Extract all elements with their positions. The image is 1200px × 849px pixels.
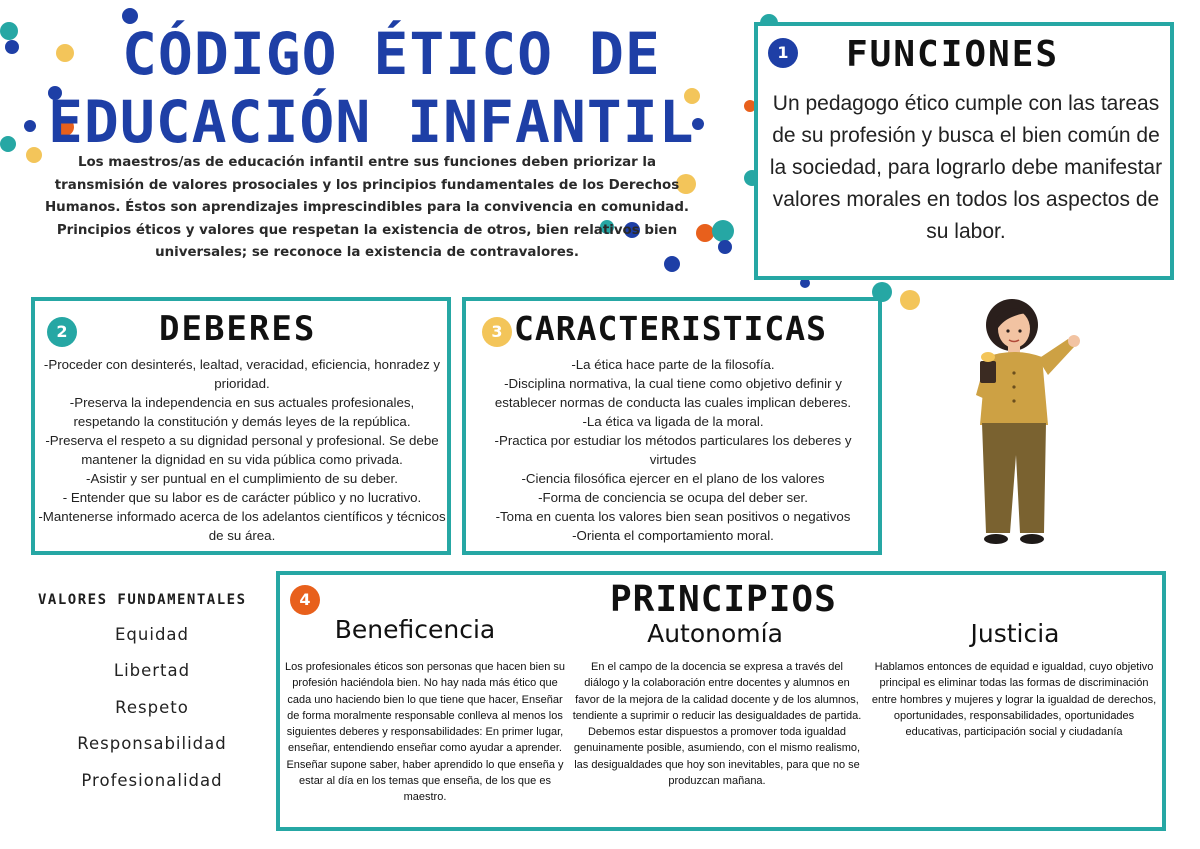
caracteristicas-item: -Orienta el comportamiento moral. xyxy=(572,528,774,543)
funciones-box xyxy=(754,22,1174,280)
caracteristicas-item: -Practica por estudiar los métodos particulares los deberes y virtudes xyxy=(494,433,852,467)
deberes-item: -Mantenerse informado acerca de los adelantos científicos y técnicos de su área. xyxy=(38,509,446,543)
deberes-item: -Preserva la independencia en sus actuales profesionales, respetando la constitución y demás leyes de la república. xyxy=(69,395,415,429)
funciones-heading: FUNCIONES xyxy=(846,34,1060,75)
principios-box xyxy=(276,571,1166,831)
caracteristicas-heading: CARACTERISTICAS xyxy=(514,309,828,348)
valores-list xyxy=(40,624,264,806)
caracteristicas-item: -Ciencia filosófica ejercer en el plano de los valores xyxy=(521,471,825,486)
deberes-item: - Entender que su labor es de carácter público y no lucrativo. xyxy=(62,490,422,505)
valor-item: Equidad xyxy=(115,625,189,644)
valor-item: Respeto xyxy=(115,697,189,717)
funciones-text: Un pedagogo ético cumple con las tareas de su profesión y busca el bien común de la sociedad, para lograrlo debe manifestar valores morales en todos los aspectos de su labor. xyxy=(769,92,1163,243)
intro-paragraph: Los maestros/as de educación infantil entre sus funciones deben priorizar la transmisión de valores prosociales y los principios fundamentales de los Derechos Humanos. Éstos son aprendizajes imprescindibles para la convivencia en comunidad. Principios éticos y valores que respetan la existencia de otros, bien relativos bien universales; se reconoce la existencia de contravalores. xyxy=(44,155,690,260)
deberes-item: -Asistir y ser puntual en el cumplimiento de su deber. xyxy=(86,471,398,486)
caracteristicas-item: -La ética hace parte de la filosofía. xyxy=(571,357,775,372)
valor-item: Libertad xyxy=(113,661,191,681)
valor-item: Profesionalidad xyxy=(81,770,223,790)
caracteristicas-item: -Disciplina normativa, la cual tiene como objetivo definir y establecer normas de conducta las cuales implican deberes. xyxy=(494,376,852,410)
principio-title-beneficencia: Beneficencia xyxy=(334,615,496,644)
principios-heading: PRINCIPIOS xyxy=(610,579,837,620)
title-line-1: CÓDIGO ÉTICO DE xyxy=(122,20,661,88)
deberes-item: -Proceder con desinterés, lealtad, veracidad, eficiencia, honradez y prioridad. xyxy=(43,357,441,391)
deberes-item: -Preserva el respeto a su dignidad personal y profesional. Se debe mantener la dignidad en su vida pública como privada. xyxy=(45,433,439,467)
valores-heading: VALORES FUNDAMENTALES xyxy=(38,592,247,608)
principio-text-justicia: Hablamos entonces de equidad e igualdad, cuyo objetivo principal es eliminar todas las formas de discriminación entre hombres y mujeres y lograr la igualdad de derechos, oportunidades, responsabilidades, oportunidades educativas, participación social y ciudadanía xyxy=(871,661,1157,739)
number-badge-3: 3 xyxy=(482,317,512,347)
caracteristicas-item: -La ética va ligada de la moral. xyxy=(582,414,764,429)
principio-text-autonomia: En el campo de la docencia se expresa a través del diálogo y la colaboración entre docentes y alumnos en favor de la mejora de la calidad docente y de los alumnos, tendiente a suprimir o reducir las desigualdades de partida. Debemos estar dispuestos a promover toda igualdad genuinamente posible, asumiendo, con el mismo realismo, las desigualdades que hoy son inevitables, para que no se produzcan mañana. xyxy=(572,661,862,788)
number-badge-4: 4 xyxy=(290,585,320,615)
principio-title-autonomia: Autonomía xyxy=(647,619,783,648)
valor-item: Responsabilidad xyxy=(77,734,227,754)
caracteristicas-list xyxy=(472,355,874,545)
teacher-illustration xyxy=(950,295,1090,550)
principio-text-beneficencia: Los profesionales éticos son personas que hacen bien su profesión haciéndola bien. No hay nada más ético que cada uno haciendo bien lo que tiene que hacer, Enseñar de forma moralmente responsable conlleva al menos los siguientes deberes y responsabilidades: En primer lugar, enseñar, entendiendo enseñar como ayudar a aprender. Enseñar supone saber, haber aprendido lo que enseña y estar al día en los temas que enseña, de los que es maestro. xyxy=(284,661,566,804)
number-badge-1: 1 xyxy=(768,38,798,68)
deberes-heading: DEBERES xyxy=(159,309,317,349)
title-line-2: EDUCACIÓN INFANTIL xyxy=(48,88,695,156)
page-title xyxy=(48,20,728,156)
deberes-box xyxy=(31,297,451,555)
caracteristicas-box xyxy=(462,297,882,555)
deberes-list xyxy=(37,355,447,545)
number-badge-2: 2 xyxy=(47,317,77,347)
caracteristicas-item: -Forma de conciencia se ocupa del deber ser. xyxy=(538,490,808,505)
caracteristicas-item: -Toma en cuenta los valores bien sean positivos o negativos xyxy=(495,509,851,524)
principio-title-justicia: Justicia xyxy=(970,619,1060,648)
